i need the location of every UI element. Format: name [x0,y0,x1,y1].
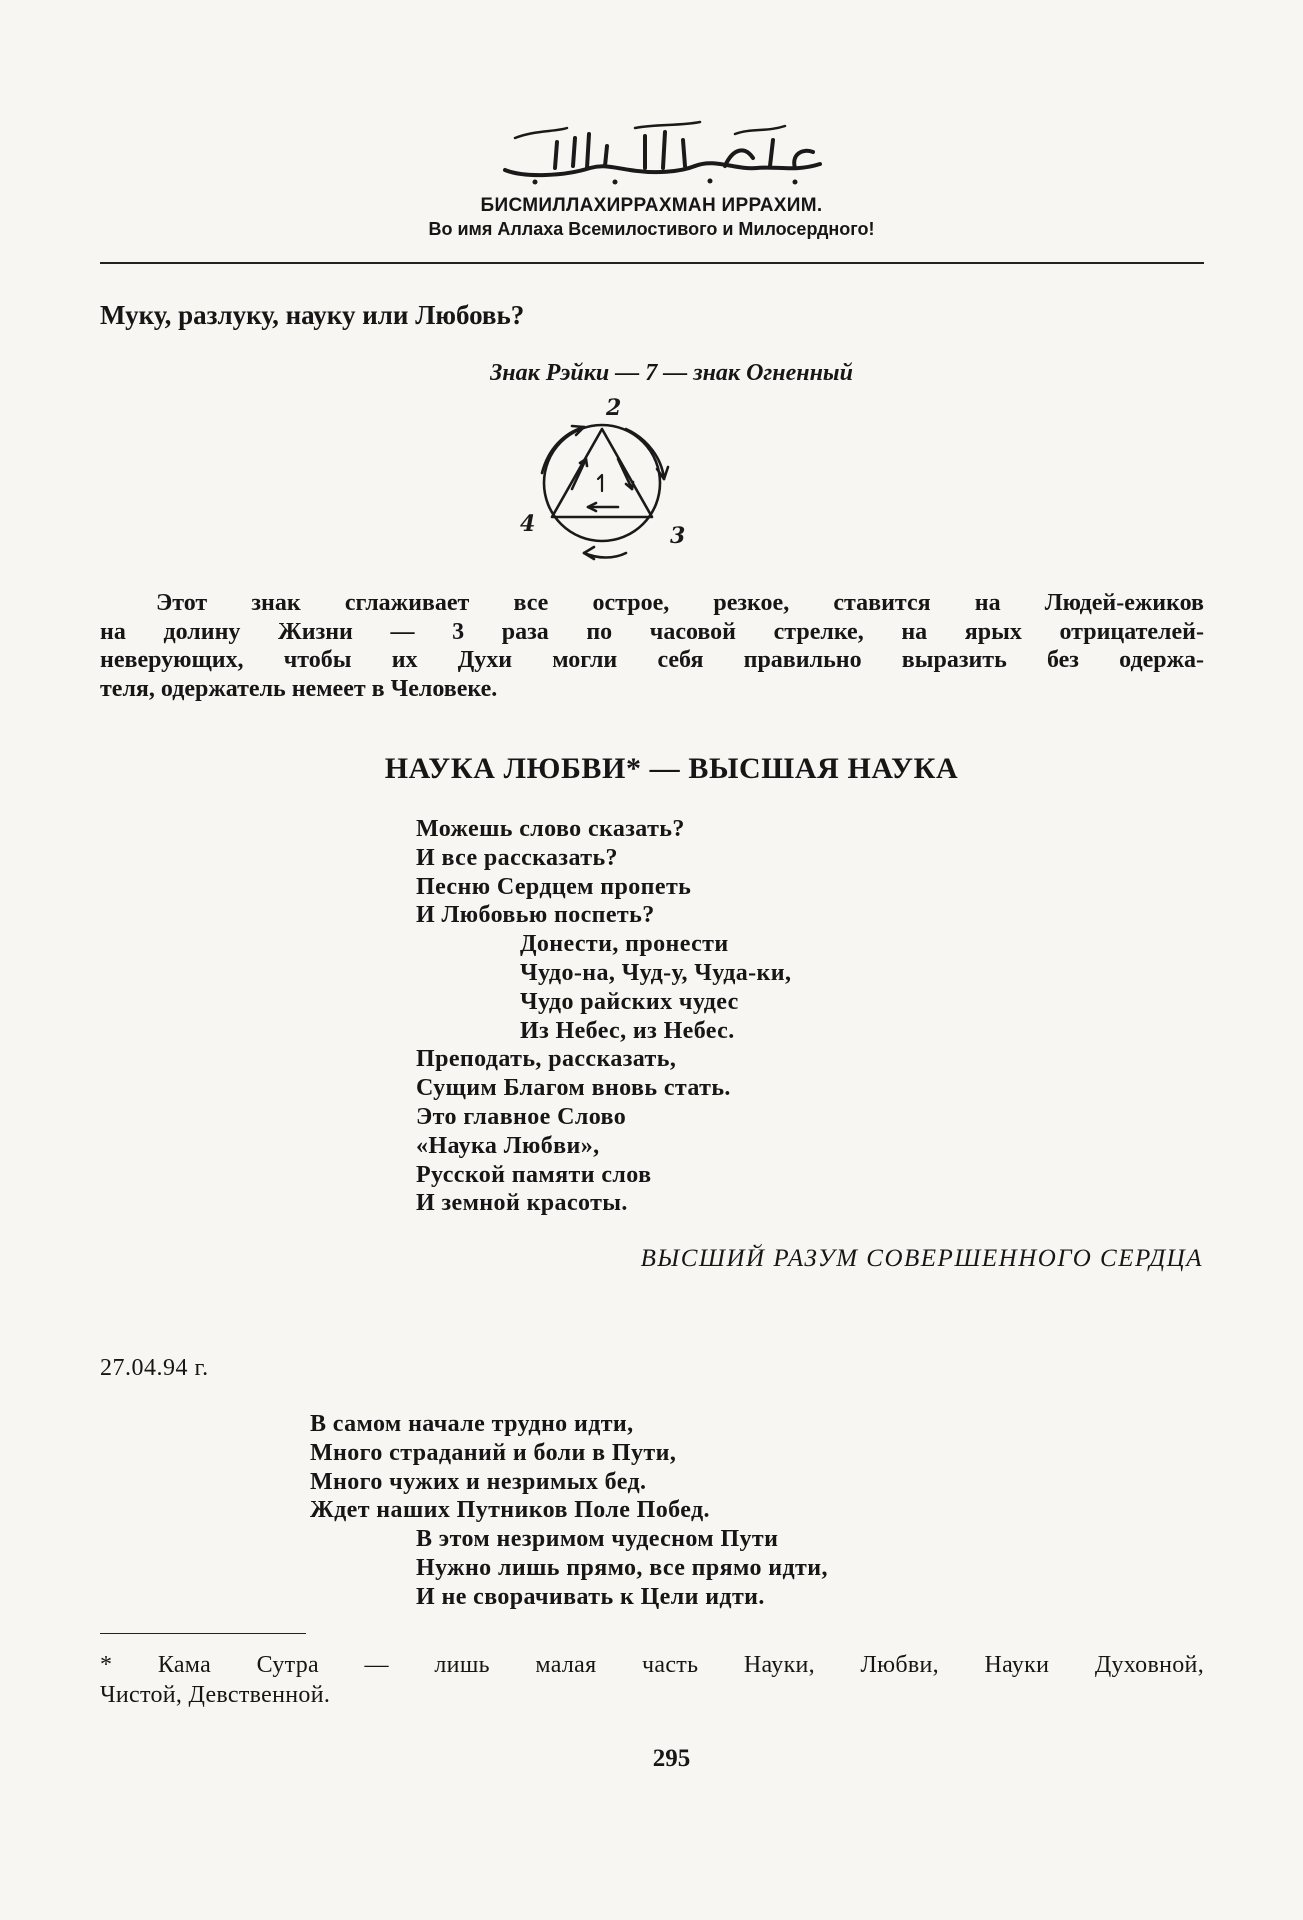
paragraph-line: Этот знак сглаживает все острое, резкое, ставится на Людей-ежиков [156,590,1204,616]
footnote [100,1650,1204,1710]
poem-path [310,1410,828,1612]
poem-line: Преподать, рассказать, [416,1046,677,1073]
poem-line: Много чужих и незримых бед. [310,1468,647,1495]
poem-line: Нужно лишь прямо, все прямо идти, [416,1554,828,1581]
page-number: 295 [652,1745,691,1772]
poem-line: Чудо райских чудес [520,988,739,1015]
poem-line: И земной красоты. [416,1190,628,1217]
paragraph-line: теля, одержатель немеет в Человеке. [100,675,498,702]
poem-line: Ждет наших Путников Поле Побед. [310,1497,710,1524]
footnote-line: Чистой, Девственной. [100,1682,331,1708]
poem-line: Можешь слово сказать? [416,816,685,842]
poem-line: И все рассказать? [416,844,618,871]
poem-line: Донести, пронести [520,931,729,958]
diagram-label-4: 4 [520,511,536,537]
intro-question: Муку, разлуку, науку или Любовь? [100,300,525,330]
bismillah-transliteration: БИСМИЛЛАХИРРАХМАН ИРРАХИМ. [480,195,823,216]
poem-line: Сущим Благом вновь стать. [416,1075,731,1102]
reiki-sign-diagram [510,393,690,573]
poem-line: Русской памяти слов [416,1161,652,1188]
paragraph-line: на долину Жизни — 3 раза по часовой стрелке, на ярых отрицателей- [100,618,1204,645]
section-heading: НАУКА ЛЮБВИ* — ВЫСШАЯ НАУКА [384,752,959,785]
poem-line: Много страданий и боли в Пути, [310,1439,677,1466]
diagram-label-3: 3 [670,523,686,549]
poem-line: В самом начале трудно идти, [310,1411,634,1437]
poem-line: В этом незримом чудесном Пути [416,1526,779,1553]
poem-line: «Наука Любви», [416,1132,600,1159]
poem-line: Это главное Слово [416,1103,627,1130]
poem-line: Песню Сердцем пропеть [416,873,692,900]
entry-date: 27.04.94 г. [100,1355,209,1381]
poem-line: И Любовью поспеть? [416,902,655,929]
footnote-divider [100,1633,306,1634]
bismillah-calligraphy [495,118,835,188]
poem-love-science [416,815,791,1218]
poem-signature: ВЫСШИЙ РАЗУМ СОВЕРШЕННОГО СЕРДЦА [640,1245,1203,1272]
diagram-label-2: 2 [606,395,622,421]
paragraph-line: неверующих, чтобы их Духи могли себя правильно выразить без одержа- [100,647,1204,673]
diagram-triangle [552,429,652,517]
sign-description [100,589,1204,703]
poem-line: Чудо-на, Чуд-у, Чуда-ки, [520,959,792,986]
bismillah-meaning: Во имя Аллаха Всемилостивого и Милосердного! [428,219,875,239]
footnote-line: * Кама Сутра — лишь малая часть Науки, Любви, Науки Духовной, [100,1652,1204,1678]
poem-line: Из Небес, из Небес. [520,1017,735,1044]
poem-line: И не сворачивать к Цели идти. [416,1583,765,1610]
header-divider [100,262,1204,264]
sign-caption: Знак Рэйки — 7 — знак Огненный [490,360,853,386]
